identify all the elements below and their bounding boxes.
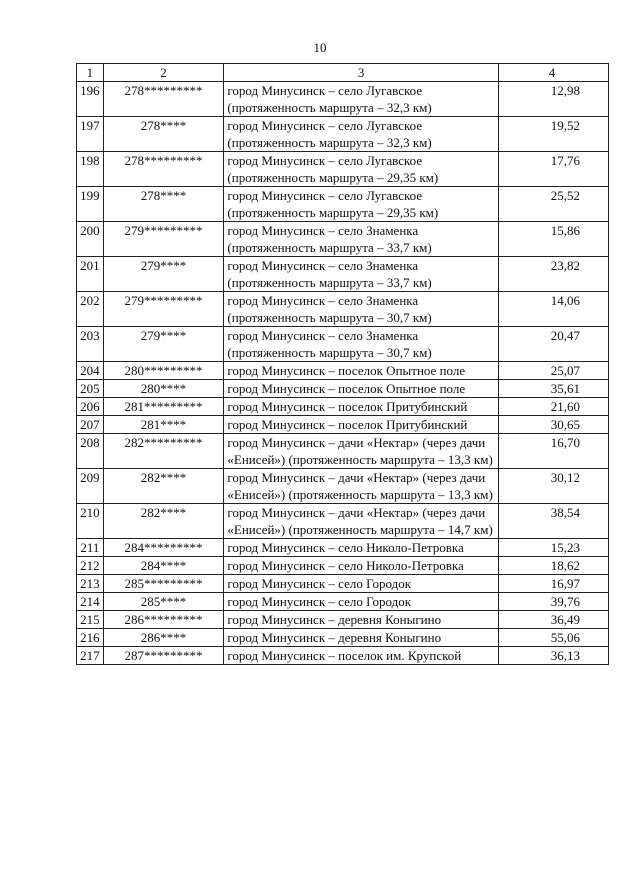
tariff-value-cell: 20,47 — [498, 327, 608, 362]
column-header: 1 — [77, 64, 104, 82]
row-number-cell: 214 — [77, 593, 104, 611]
tariff-value-cell: 35,61 — [498, 380, 608, 398]
row-number-cell: 200 — [77, 222, 104, 257]
route-name-cell: город Минусинск – село Знаменка (протяженность маршрута – 30,7 км) — [224, 327, 499, 362]
route-code-cell: 279**** — [103, 327, 224, 362]
row-number-cell: 199 — [77, 187, 104, 222]
table-row — [77, 557, 609, 575]
route-name-cell: город Минусинск – дачи «Нектар» (через дачи «Енисей») (протяженность маршрута – 14,7 км) — [224, 504, 499, 539]
tariff-value-cell: 12,98 — [498, 82, 608, 117]
tariff-value-cell: 25,07 — [498, 362, 608, 380]
tariff-value-cell: 39,76 — [498, 593, 608, 611]
route-code-cell: 284********* — [103, 539, 224, 557]
row-number-cell: 209 — [77, 469, 104, 504]
row-number-cell: 202 — [77, 292, 104, 327]
route-code-cell: 279**** — [103, 257, 224, 292]
row-number-cell: 204 — [77, 362, 104, 380]
route-code-cell: 282**** — [103, 504, 224, 539]
route-name-cell: город Минусинск – село Николо-Петровка — [224, 557, 499, 575]
route-name-cell: город Минусинск – село Лугавское (протяженность маршрута – 29,35 км) — [224, 152, 499, 187]
tariff-value-cell: 15,23 — [498, 539, 608, 557]
table-row — [77, 187, 609, 222]
route-code-cell: 281**** — [103, 416, 224, 434]
route-name-cell: город Минусинск – село Городок — [224, 575, 499, 593]
table-row — [77, 362, 609, 380]
route-code-cell: 286********* — [103, 611, 224, 629]
route-code-cell: 278**** — [103, 117, 224, 152]
table-row — [77, 539, 609, 557]
row-number-cell: 211 — [77, 539, 104, 557]
route-code-cell: 282**** — [103, 469, 224, 504]
route-name-cell: город Минусинск – село Знаменка (протяженность маршрута – 33,7 км) — [224, 222, 499, 257]
tariff-value-cell: 23,82 — [498, 257, 608, 292]
table-row — [77, 611, 609, 629]
row-number-cell: 203 — [77, 327, 104, 362]
tariff-value-cell: 36,13 — [498, 647, 608, 665]
table-row — [77, 434, 609, 469]
row-number-cell: 197 — [77, 117, 104, 152]
tariff-value-cell: 16,70 — [498, 434, 608, 469]
table-header-row — [77, 64, 609, 82]
route-name-cell: город Минусинск – дачи «Нектар» (через дачи «Енисей») (протяженность маршрута – 13,3 км) — [224, 469, 499, 504]
tariff-value-cell: 30,65 — [498, 416, 608, 434]
table-row — [77, 380, 609, 398]
row-number-cell: 207 — [77, 416, 104, 434]
tariff-value-cell: 18,62 — [498, 557, 608, 575]
tariff-value-cell: 19,52 — [498, 117, 608, 152]
tariff-value-cell: 16,97 — [498, 575, 608, 593]
table-row — [77, 416, 609, 434]
table-row — [77, 82, 609, 117]
tariff-value-cell: 55,06 — [498, 629, 608, 647]
route-name-cell: город Минусинск – село Городок — [224, 593, 499, 611]
route-code-cell: 278**** — [103, 187, 224, 222]
route-name-cell: город Минусинск – село Знаменка (протяженность маршрута – 33,7 км) — [224, 257, 499, 292]
route-code-cell: 280********* — [103, 362, 224, 380]
tariff-value-cell: 14,06 — [498, 292, 608, 327]
route-name-cell: город Минусинск – поселок Притубинский — [224, 416, 499, 434]
table-row — [77, 593, 609, 611]
column-header: 2 — [103, 64, 224, 82]
row-number-cell: 210 — [77, 504, 104, 539]
route-code-cell: 281********* — [103, 398, 224, 416]
table-row — [77, 117, 609, 152]
row-number-cell: 201 — [77, 257, 104, 292]
route-code-cell: 282********* — [103, 434, 224, 469]
route-name-cell: город Минусинск – дачи «Нектар» (через дачи «Енисей») (протяженность маршрута – 13,3 км) — [224, 434, 499, 469]
route-name-cell: город Минусинск – село Лугавское (протяженность маршрута – 29,35 км) — [224, 187, 499, 222]
route-name-cell: город Минусинск – поселок Опытное поле — [224, 380, 499, 398]
table-row — [77, 575, 609, 593]
route-name-cell: город Минусинск – село Лугавское (протяженность маршрута – 32,3 км) — [224, 117, 499, 152]
tariff-value-cell: 17,76 — [498, 152, 608, 187]
route-code-cell: 279********* — [103, 222, 224, 257]
tariff-table — [76, 63, 609, 665]
route-code-cell: 284**** — [103, 557, 224, 575]
row-number-cell: 213 — [77, 575, 104, 593]
tariff-value-cell: 21,60 — [498, 398, 608, 416]
route-name-cell: город Минусинск – поселок Опытное поле — [224, 362, 499, 380]
route-code-cell: 279********* — [103, 292, 224, 327]
route-name-cell: город Минусинск – поселок Притубинский — [224, 398, 499, 416]
route-name-cell: город Минусинск – село Лугавское (протяженность маршрута – 32,3 км) — [224, 82, 499, 117]
route-code-cell: 280**** — [103, 380, 224, 398]
column-header: 3 — [224, 64, 499, 82]
table-row — [77, 629, 609, 647]
route-code-cell: 285********* — [103, 575, 224, 593]
table-row — [77, 152, 609, 187]
table-row — [77, 398, 609, 416]
tariff-value-cell: 15,86 — [498, 222, 608, 257]
table-row — [77, 469, 609, 504]
row-number-cell: 198 — [77, 152, 104, 187]
row-number-cell: 216 — [77, 629, 104, 647]
route-name-cell: город Минусинск – село Николо-Петровка — [224, 539, 499, 557]
route-name-cell: город Минусинск – село Знаменка (протяженность маршрута – 30,7 км) — [224, 292, 499, 327]
table-row — [77, 327, 609, 362]
route-code-cell: 278********* — [103, 152, 224, 187]
table-row — [77, 292, 609, 327]
row-number-cell: 205 — [77, 380, 104, 398]
row-number-cell: 215 — [77, 611, 104, 629]
route-code-cell: 287********* — [103, 647, 224, 665]
table-row — [77, 257, 609, 292]
row-number-cell: 212 — [77, 557, 104, 575]
row-number-cell: 208 — [77, 434, 104, 469]
table-row — [77, 647, 609, 665]
page-number: 10 — [313, 40, 327, 55]
tariff-value-cell: 36,49 — [498, 611, 608, 629]
row-number-cell: 206 — [77, 398, 104, 416]
route-name-cell: город Минусинск – деревня Коныгино — [224, 629, 499, 647]
route-code-cell: 285**** — [103, 593, 224, 611]
route-code-cell: 286**** — [103, 629, 224, 647]
column-header: 4 — [498, 64, 608, 82]
table-row — [77, 504, 609, 539]
tariff-value-cell: 30,12 — [498, 469, 608, 504]
tariff-value-cell: 38,54 — [498, 504, 608, 539]
row-number-cell: 217 — [77, 647, 104, 665]
route-name-cell: город Минусинск – поселок им. Крупской — [224, 647, 499, 665]
route-name-cell: город Минусинск – деревня Коныгино — [224, 611, 499, 629]
tariff-value-cell: 25,52 — [498, 187, 608, 222]
route-code-cell: 278********* — [103, 82, 224, 117]
row-number-cell: 196 — [77, 82, 104, 117]
table-row — [77, 222, 609, 257]
